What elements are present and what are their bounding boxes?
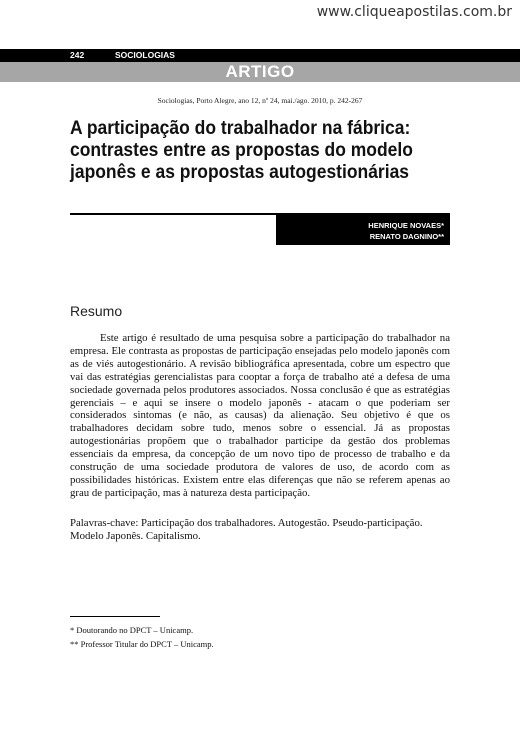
footnote-divider xyxy=(70,616,160,617)
watermark: www.cliqueapostilas.com.br xyxy=(316,4,512,20)
abstract-text: Este artigo é resultado de uma pesquisa sobre a participação do trabalhador na empresa. Ele contrasta as propostas de participação ensejadas pelo modelo japonês com as de viés autogestionário. A revisão bibliográfica apresentada, cobre um espectro que vai das estratégias gerencialistas para cooptar a força de trabalho até a defesa de uma sociedade governada pelos produtores associados. Nossa conclusão é que as estratégias gerenciais – e aqui se insere o modelo japonês - atacam o que poderiam ser considerados sintomas (e não, as causas) da alienação. Seu objetivo é que os trabalhadores decidam sobre tudo, menos sobre o essencial. Já as propostas autogestionárias propõem que o trabalhador participe da gestão dos problemas essenciais da empresa, da concepção de um novo tipo de processo de trabalho e da construção de uma sociedade produtora de valores de uso, de acordo com as possibilidades históricas. Existem entre elas diferenças que não se referem apenas ao grau de participação, mas à natureza desta participação. xyxy=(70,332,450,499)
author-block xyxy=(276,213,450,245)
title-line: contrastes entre as propostas do modelo xyxy=(70,140,413,161)
journal-section: SOCIOLOGIAS xyxy=(115,50,175,60)
footnote: ** Professor Titular do DPCT – Unicamp. xyxy=(70,639,214,649)
author-name: RENATO DAGNINO** xyxy=(369,232,444,241)
footnote: * Doutorando no DPCT – Unicamp. xyxy=(70,625,194,635)
keywords: Palavras-chave: Participação dos trabalhadores. Autogestão. Pseudo-participação. Modelo Japonês. Capitalismo. xyxy=(70,517,423,542)
article-title xyxy=(70,118,429,184)
abstract-heading: Resumo xyxy=(70,303,123,319)
category-label: ARTIGO xyxy=(225,62,295,81)
page-number: 242 xyxy=(70,50,85,60)
author-name: HENRIQUE NOVAES* xyxy=(368,221,444,230)
citation: Sociologias, Porto Alegre, ano 12, nº 24, mai./ago. 2010, p. 242-267 xyxy=(157,96,363,105)
title-line: japonês e as propostas autogestionárias xyxy=(70,162,410,183)
author-divider xyxy=(70,213,280,215)
category-bar xyxy=(0,62,520,82)
title-line: A participação do trabalhador na fábrica: xyxy=(70,118,411,139)
journal-header-bar xyxy=(0,49,520,62)
